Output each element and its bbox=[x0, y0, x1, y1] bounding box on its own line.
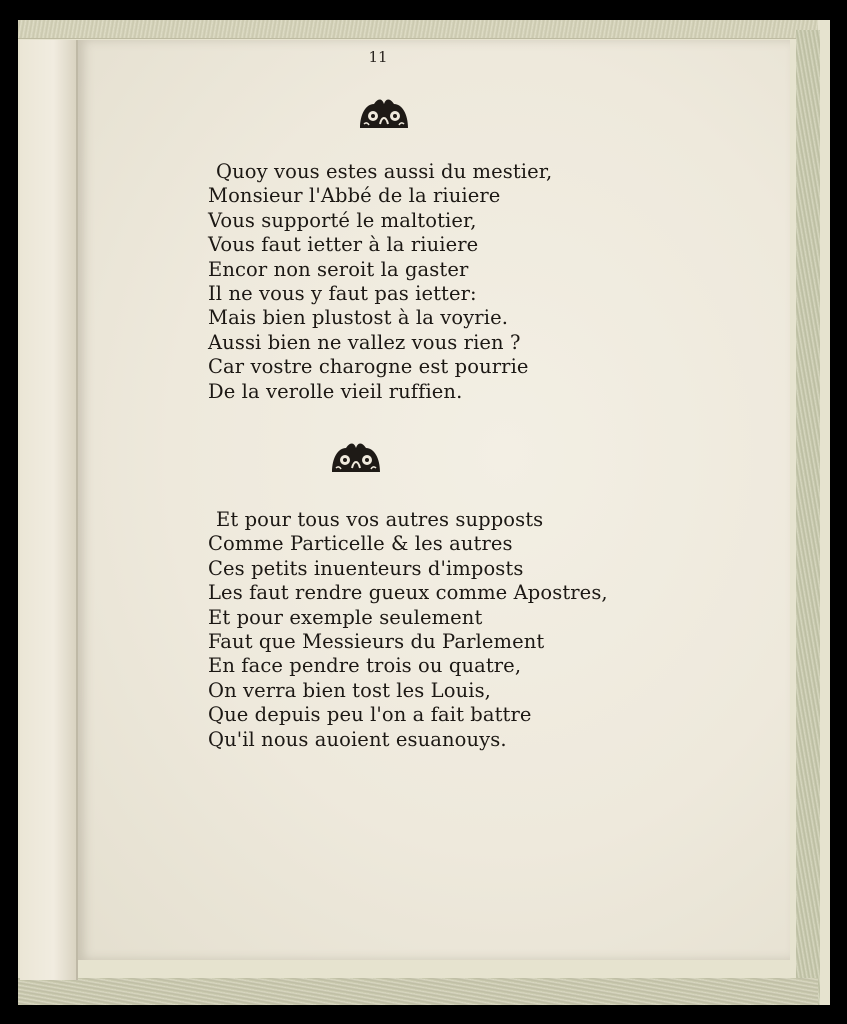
page bbox=[78, 40, 790, 960]
verse-line: On verra bien tost les Louis, bbox=[208, 678, 491, 702]
book-board-bottom bbox=[18, 978, 818, 1005]
verse-line: Que depuis peu l'on a fait battre bbox=[208, 703, 532, 727]
verse-line: Encor non seroit la gaster bbox=[208, 257, 469, 281]
floral-fleuron-icon bbox=[328, 438, 384, 474]
page-number: 11 bbox=[368, 48, 388, 66]
stanza-2 bbox=[208, 508, 608, 752]
verse-line: Monsieur l'Abbé de la riuiere bbox=[208, 184, 501, 208]
verse-line: En face pendre trois ou quatre, bbox=[208, 654, 522, 678]
verse-line: Faut que Messieurs du Parlement bbox=[208, 630, 545, 654]
verse-line: Vous faut ietter à la riuiere bbox=[208, 233, 479, 257]
left-page-leaf bbox=[20, 40, 78, 980]
verse-line: Ces petits inuenteurs d'imposts bbox=[208, 556, 524, 580]
verse-line: Les faut rendre gueux comme Apostres, bbox=[208, 581, 608, 605]
floral-fleuron-icon bbox=[356, 94, 412, 130]
verse-line: Vous supporté le maltotier, bbox=[208, 208, 477, 232]
verse-line: Quoy vous estes aussi du mestier, bbox=[216, 160, 553, 183]
binding-strip bbox=[18, 20, 818, 39]
book-board-right bbox=[796, 30, 820, 1005]
verse-line: Et pour tous vos autres supposts bbox=[216, 508, 544, 531]
verse-line: Mais bien plustost à la voyrie. bbox=[208, 306, 509, 330]
verse-line: Il ne vous y faut pas ietter: bbox=[208, 282, 477, 306]
verse-line: Aussi bien ne vallez vous rien ? bbox=[208, 330, 521, 354]
verse-line: Comme Particelle & les autres bbox=[208, 532, 513, 556]
stanza-1 bbox=[208, 160, 552, 404]
verse-line: De la verolle vieil ruffien. bbox=[208, 379, 463, 403]
verse-line: Qu'il nous auoient esuanouys. bbox=[208, 727, 507, 751]
verse-line: Et pour exemple seulement bbox=[208, 605, 483, 629]
verse-line: Car vostre charogne est pourrie bbox=[208, 355, 529, 379]
